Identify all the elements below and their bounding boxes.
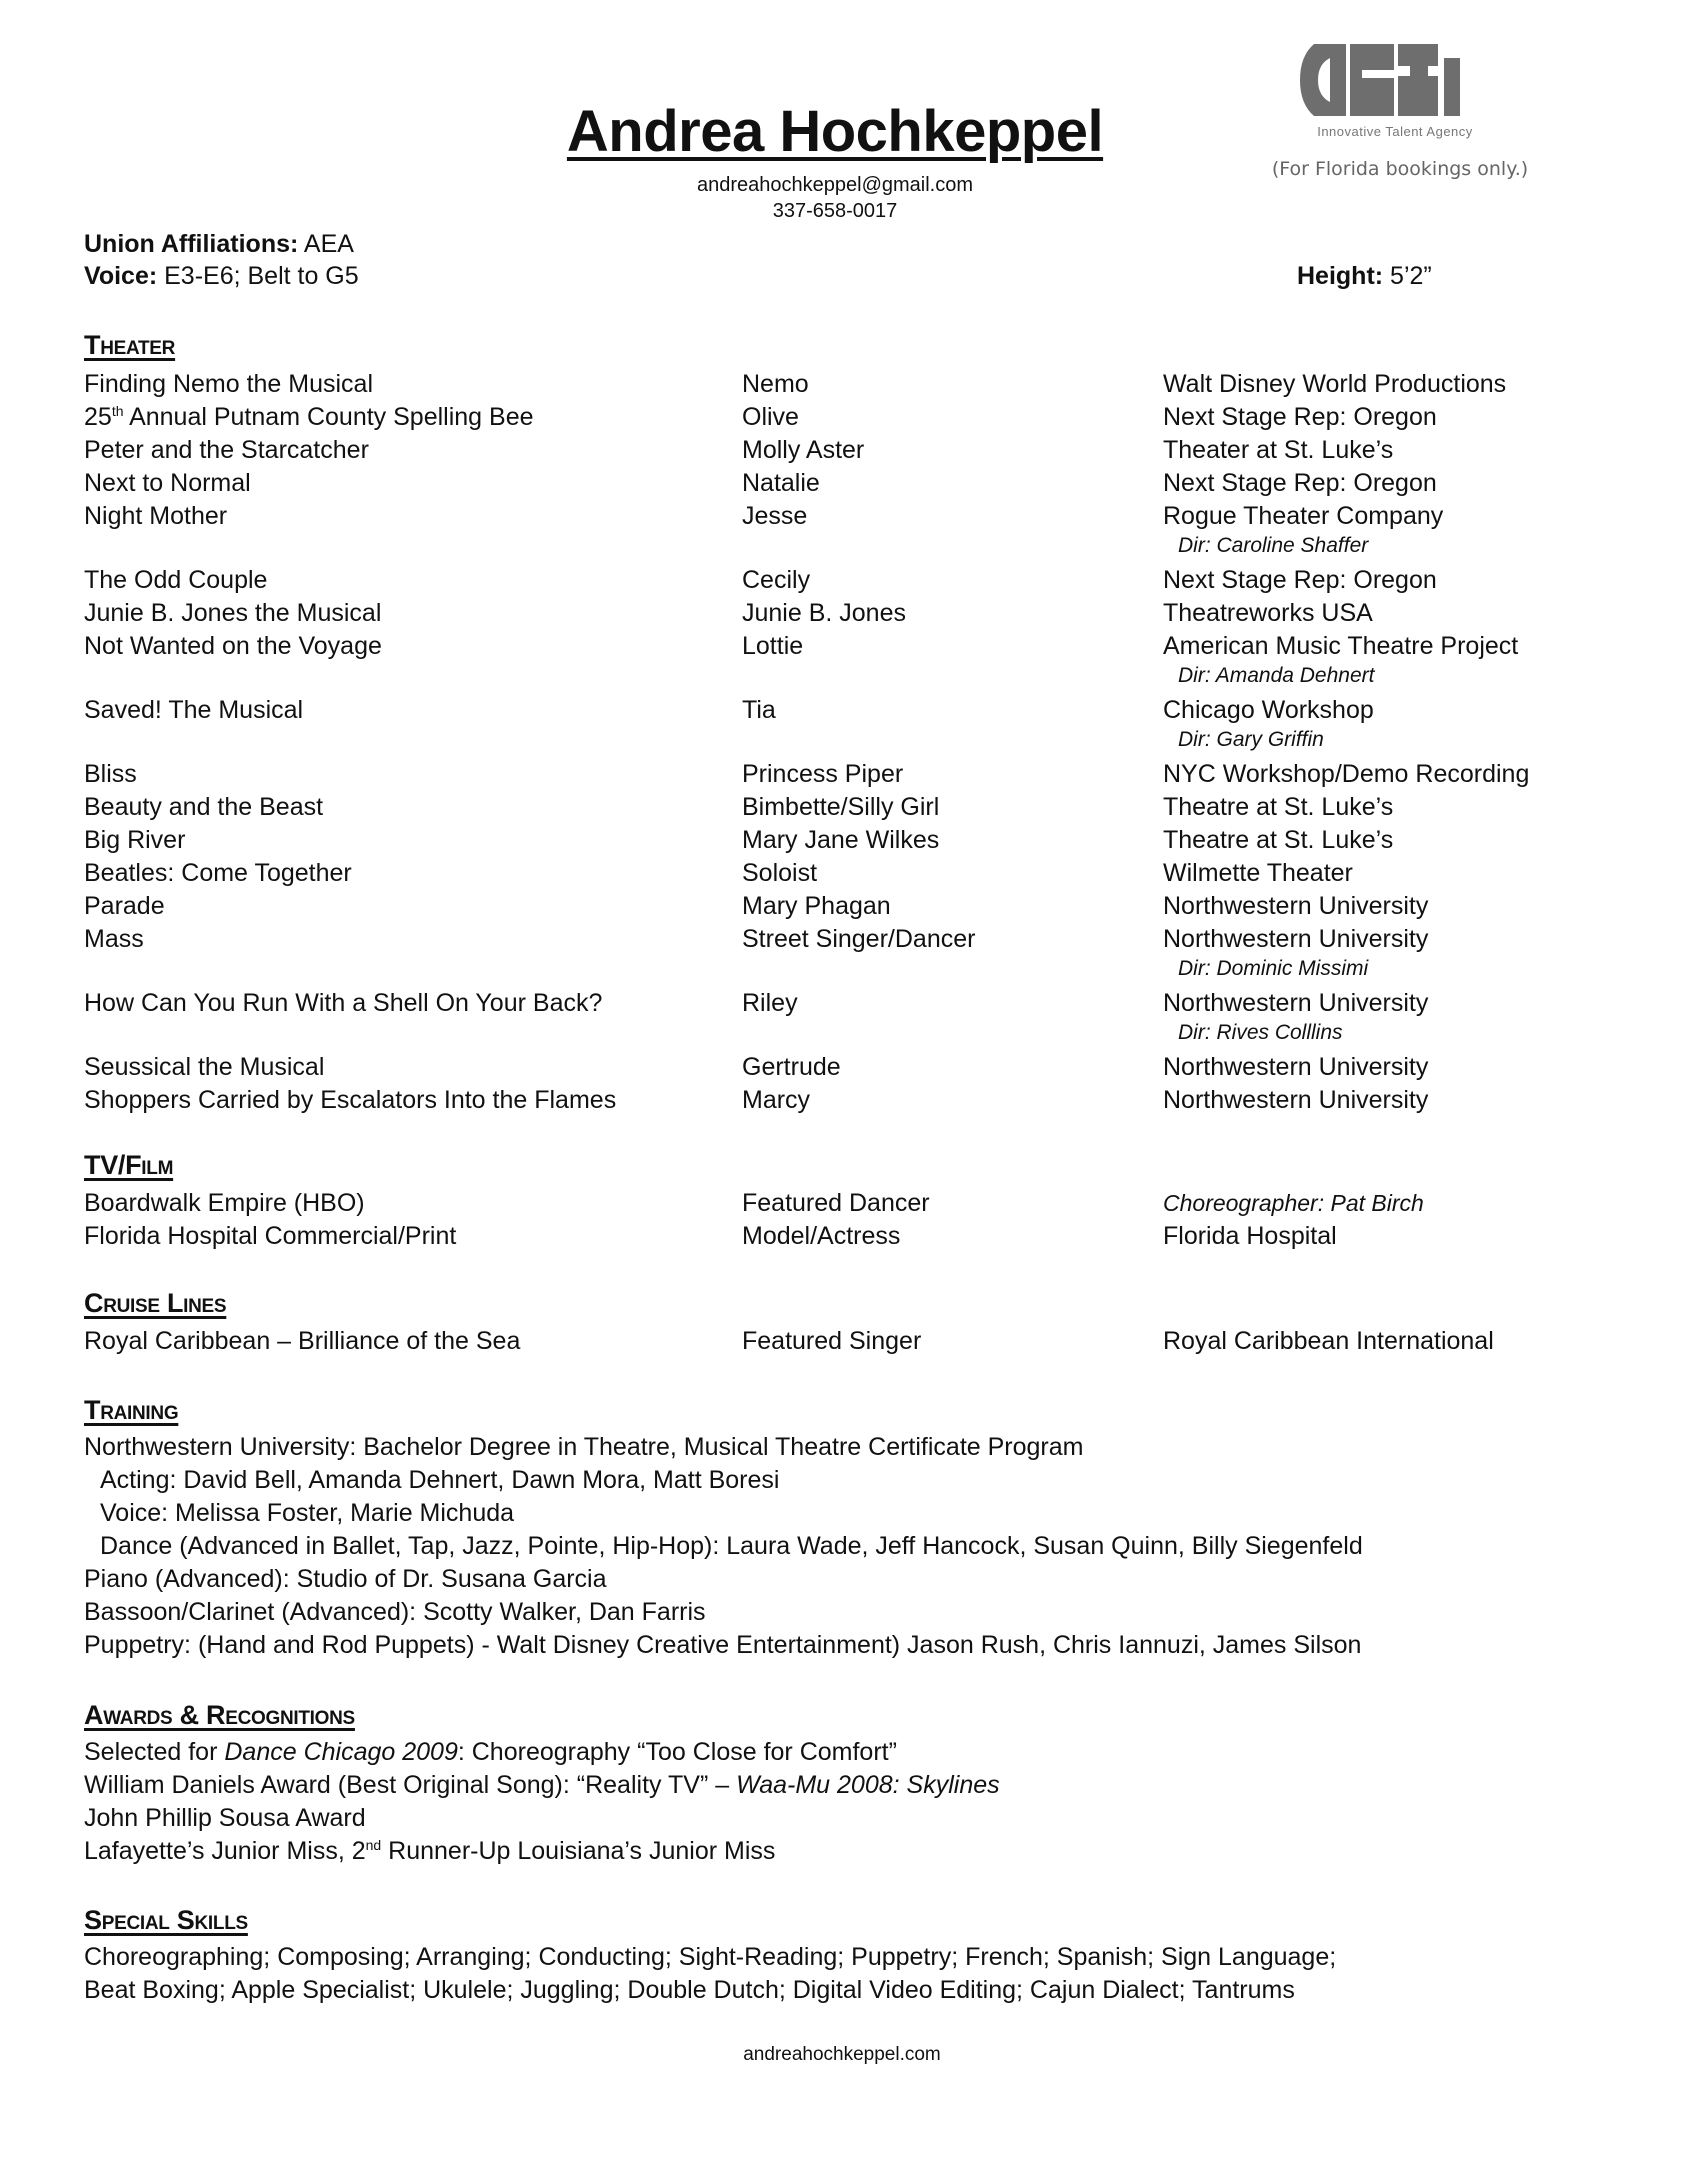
credit-company: Florida Hospital	[1163, 1222, 1337, 1250]
credit-show-title: Annual Putnam County Spelling Bee	[123, 403, 534, 431]
agency-tagline: Innovative Talent Agency	[1317, 124, 1473, 139]
award-text: : Choreography “Too Close for Comfort”	[457, 1738, 897, 1766]
credit-role: Lottie	[742, 632, 804, 660]
credit-show: Shoppers Carried by Escalators Into the Flames	[84, 1086, 617, 1114]
credit-show: Peter and the Starcatcher	[84, 436, 369, 464]
credit-role: Tia	[742, 696, 776, 724]
credit-company: Theater at St. Luke’s	[1163, 436, 1394, 464]
credit-show: Not Wanted on the Voyage	[84, 632, 382, 660]
credit-director: Dir: Amanda Dehnert	[1178, 664, 1375, 687]
director-row	[0, 1021, 1684, 1054]
theater-row	[0, 892, 1684, 925]
training-line: Puppetry: (Hand and Rod Puppets) - Walt Disney Creative Entertainment) Jason Rush, Chris Iannuzi, James Silson	[84, 1631, 1362, 1659]
section-heading-training: Training	[84, 1395, 179, 1425]
award-line	[84, 1837, 775, 1866]
credit-company: American Music Theatre Project	[1163, 632, 1519, 660]
union-label: Union Affiliations:	[84, 230, 299, 258]
award-italic: Waa-Mu 2008: Skylines	[736, 1771, 1000, 1799]
credit-role: Gertrude	[742, 1053, 841, 1081]
height-label: Height:	[1297, 262, 1384, 290]
section-heading-awards: Awards & Recognitions	[84, 1700, 355, 1730]
award-text: Selected for	[84, 1738, 225, 1766]
credit-show: Beauty and the Beast	[84, 793, 324, 821]
credit-company: Northwestern University	[1163, 989, 1429, 1017]
credit-show: Royal Caribbean – Brilliance of the Sea	[84, 1327, 521, 1355]
tv-film-row	[0, 1189, 1684, 1222]
theater-row	[0, 632, 1684, 665]
credit-role: Nemo	[742, 370, 809, 398]
theater-row	[0, 925, 1684, 958]
award-text: Runner-Up Louisiana’s Junior Miss	[381, 1837, 776, 1865]
credit-company: Theatreworks USA	[1163, 599, 1373, 627]
phone-number: 337-658-0017	[772, 200, 898, 222]
credit-show: Florida Hospital Commercial/Print	[84, 1222, 457, 1250]
credit-role: Princess Piper	[742, 760, 904, 788]
credit-role: Molly Aster	[742, 436, 865, 464]
credit-show: Mass	[84, 925, 144, 953]
height-info	[1297, 262, 1432, 291]
credit-company: Theatre at St. Luke’s	[1163, 793, 1394, 821]
height-value: 5’2”	[1383, 262, 1432, 290]
credit-role: Jesse	[742, 502, 808, 530]
credit-director: Dir: Gary Griffin	[1178, 728, 1324, 751]
training-line: Northwestern University: Bachelor Degree in Theatre, Musical Theatre Certificate Program	[84, 1433, 1084, 1461]
skills-line: Choreographing; Composing; Arranging; Conducting; Sight-Reading; Puppetry; French; Spanish; Sign Language;	[84, 1943, 1337, 1971]
credit-role: Model/Actress	[742, 1222, 901, 1250]
training-line: Bassoon/Clarinet (Advanced): Scotty Walker, Dan Farris	[84, 1598, 706, 1626]
cruise-row	[0, 1327, 1684, 1360]
union-value: AEA	[298, 230, 354, 258]
director-row	[0, 957, 1684, 990]
credit-show: Finding Nemo the Musical	[84, 370, 374, 398]
credit-role: Cecily	[742, 566, 811, 594]
director-row	[0, 664, 1684, 697]
award-italic: Dance Chicago 2009	[224, 1738, 458, 1766]
credit-show: Beatles: Come Together	[84, 859, 352, 887]
credit-show: Parade	[84, 892, 165, 920]
credit-role: Junie B. Jones	[742, 599, 906, 627]
award-line: John Phillip Sousa Award	[84, 1804, 366, 1832]
award-text: William Daniels Award (Best Original Song): “Reality TV” –	[84, 1771, 737, 1799]
credit-company: Royal Caribbean International	[1163, 1327, 1494, 1355]
credit-director: Dir: Rives Colllins	[1178, 1021, 1343, 1044]
section-heading-special-skills: Special Skills	[84, 1905, 248, 1935]
voice-label: Voice:	[84, 262, 158, 290]
theater-row	[0, 696, 1684, 729]
section-heading-cruise-lines: Cruise Lines	[84, 1288, 227, 1318]
director-row	[0, 534, 1684, 567]
credit-role: Natalie	[742, 469, 820, 497]
theater-row	[0, 760, 1684, 793]
credit-director: Dir: Caroline Shaffer	[1178, 534, 1369, 557]
agency-note: (For Florida bookings only.)	[1271, 158, 1529, 180]
credit-show: Seussical the Musical	[84, 1053, 325, 1081]
theater-row	[0, 1086, 1684, 1119]
training-line: Dance (Advanced in Ballet, Tap, Jazz, Pointe, Hip-Hop): Laura Wade, Jeff Hancock, Susan Quinn, Billy Siegenfeld	[100, 1532, 1363, 1560]
logo-i-block	[1444, 58, 1460, 116]
logo-c-shape	[1300, 44, 1346, 116]
credit-role: Marcy	[742, 1086, 811, 1114]
theater-row	[0, 599, 1684, 632]
logo-f-block	[1350, 44, 1394, 116]
credit-company: Northwestern University	[1163, 1053, 1429, 1081]
credit-role: Riley	[742, 989, 798, 1017]
skills-line: Beat Boxing; Apple Specialist; Ukulele; Juggling; Double Dutch; Digital Video Editing; Cajun Dialect; Tantrums	[84, 1976, 1295, 2004]
credit-director: Dir: Dominic Missimi	[1178, 957, 1369, 980]
credit-company: Northwestern University	[1163, 1086, 1429, 1114]
credit-role: Featured Singer	[742, 1327, 922, 1355]
tv-film-row	[0, 1222, 1684, 1255]
credit-company: Choreographer: Pat Birch	[1163, 1190, 1424, 1216]
credit-show: Saved! The Musical	[84, 696, 304, 724]
union-affiliations	[84, 230, 354, 259]
voice-value: E3-E6; Belt to G5	[157, 262, 359, 290]
theater-row	[0, 469, 1684, 502]
credit-show: Boardwalk Empire (HBO)	[84, 1189, 365, 1217]
credit-show-number: 25	[84, 403, 112, 431]
credit-company: Next Stage Rep: Oregon	[1163, 566, 1437, 594]
credit-company: Walt Disney World Productions	[1163, 370, 1507, 398]
credit-company: Theatre at St. Luke’s	[1163, 826, 1394, 854]
credit-show: Junie B. Jones the Musical	[84, 599, 382, 627]
credit-role: Mary Phagan	[742, 892, 891, 920]
credit-show: Night Mother	[84, 502, 228, 530]
credit-company: Rogue Theater Company	[1163, 502, 1444, 530]
credit-company: Next Stage Rep: Oregon	[1163, 469, 1437, 497]
credit-role: Street Singer/Dancer	[742, 925, 976, 953]
theater-row	[0, 793, 1684, 826]
logo-t-block	[1398, 44, 1438, 116]
credit-show	[84, 403, 534, 432]
credit-show: Big River	[84, 826, 186, 854]
theater-row	[0, 403, 1684, 436]
award-line	[84, 1738, 897, 1767]
award-sup: nd	[365, 1837, 382, 1853]
training-line: Piano (Advanced): Studio of Dr. Susana Garcia	[84, 1565, 607, 1593]
credit-company: NYC Workshop/Demo Recording	[1163, 760, 1530, 788]
credit-role: Olive	[742, 403, 799, 431]
theater-row	[0, 370, 1684, 403]
credit-company: Next Stage Rep: Oregon	[1163, 403, 1437, 431]
credit-show: Bliss	[84, 760, 137, 788]
theater-row	[0, 436, 1684, 469]
theater-row	[0, 502, 1684, 535]
theater-row	[0, 826, 1684, 859]
credit-company: Northwestern University	[1163, 925, 1429, 953]
theater-row	[0, 989, 1684, 1022]
credit-role: Mary Jane Wilkes	[742, 826, 940, 854]
theater-row	[0, 859, 1684, 892]
section-heading-tv-film: TV/Film	[84, 1150, 174, 1180]
credit-show: How Can You Run With a Shell On Your Back?	[84, 989, 603, 1017]
section-heading-theater: Theater	[84, 330, 176, 360]
director-row	[0, 728, 1684, 761]
credit-role: Bimbette/Silly Girl	[742, 793, 940, 821]
credit-show: The Odd Couple	[84, 566, 268, 594]
credit-company: Chicago Workshop	[1163, 696, 1374, 724]
award-line	[84, 1771, 1000, 1800]
credit-role: Featured Dancer	[742, 1189, 930, 1217]
award-text: Lafayette’s Junior Miss, 2	[84, 1837, 366, 1865]
email-address[interactable]: andreahochkeppel@gmail.com	[696, 174, 973, 196]
credit-show-sup: th	[111, 403, 124, 419]
voice-range	[84, 262, 359, 291]
credit-show: Next to Normal	[84, 469, 251, 497]
credit-company: Northwestern University	[1163, 892, 1429, 920]
theater-row	[0, 566, 1684, 599]
training-line: Voice: Melissa Foster, Marie Michuda	[100, 1499, 515, 1527]
resume-name: Andrea Hochkeppel	[566, 99, 1104, 164]
theater-row	[0, 1053, 1684, 1086]
footer-website[interactable]: andreahochkeppel.com	[743, 2044, 941, 2065]
credit-company: Wilmette Theater	[1163, 859, 1353, 887]
training-line: Acting: David Bell, Amanda Dehnert, Dawn Mora, Matt Boresi	[100, 1466, 780, 1494]
credit-role: Soloist	[742, 859, 818, 887]
agency-logo	[1300, 44, 1480, 124]
